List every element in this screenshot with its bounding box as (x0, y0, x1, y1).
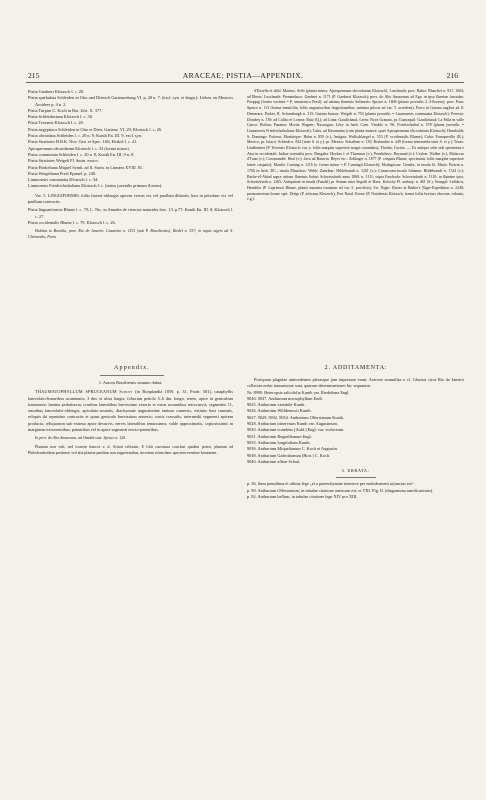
errata-list (247, 481, 464, 500)
errata-entry: p. 90. Anthurium Olfersianum, in tabulae citatione omissum est: et VIII. Fig. II. (diagramma ramificationis). (247, 487, 434, 493)
right-column-localities (247, 89, 464, 203)
variety-synonym-entry: Pistia linguaeformis Blume l. c. 79; L. Nic. in Annales de ciencias naturales fasc. 13. p.77; Kunth En. III. 8; Klotzsch l. c. 27. (28, 207, 233, 219)
species-habitat: In prov. do Alto Amazonas, ad Omabá sius: Spruce n. 120. (35, 436, 127, 441)
addenda-entry: 9038. Anthurium Galeottianum (Hort.) C. Koch. (247, 452, 331, 458)
page-number-right: 216 (446, 71, 458, 80)
synonym-entry: Pistia Stratiotes H.B.K. Nov. Gen. et Spec. I.66; Horkel l. c. 41. (28, 139, 138, 145)
synonym-entry: Pistia spathulata Schleiden in Otto und Dietrich Gartenzeitung VI. p. 20 n. 7. (excl. syn. et diagn.); Liebm. en Mexicos Aroideer p. 4 n. 2. (28, 95, 233, 107)
species-text: (in Bonplandia 1859. p. 31, Prodr. 581), cataphyllis lanceolato-linearibus acuminatis, 3 dm. et ultra longis; foliorum petiolo 5–6 dm. longo, terete, apice in geniculum transeunte; lamina pedatisecta, cruribus lateralibus brevissime exserto et extus acuantibus retrocurvis, segmentis 11, omnibus lanceolatis-oblongis, apiculato-acutatis, diachymate angustissime tantum connexis, extimis basi cuneatis, reliquis ibi repentino contractis et quasi geniculo brevissimo annexis; costis crassulis, intermedii segmenti apicem producta, reliquorum sub extimo apice decurvis, nervis lateralibus tenuissimis, valde approximatis, copiosissimis in marginem excurrentibus, patentibus vel in apice segmenti erecto-patentibus. (28, 389, 233, 433)
synonym-entry: Pistia aegyptiaca Schleiden in Otto et Dietr. Gartenz. VI. 29; Klotzsch l. c. 26. (28, 126, 163, 132)
appendix-subtitle: 1. Aracea Brasiliensis omnino dubia: (98, 380, 163, 385)
header-rule (26, 82, 464, 83)
species-note: Plantam non vidi, sed iconem huncce a cl. Schott relictam. E folii curvatura conclusi quidem potest, plantam ad Philodendroidem pertinere, sed alia plantae partibus non suppetentibus, incertum etiam hanc speciem evenisse bonitatem. (28, 445, 233, 455)
synonym-entry: Pistia Horkeliana Miquel Symb. ad fl. Surin. in Linnaea XVIII. 81. (28, 164, 144, 170)
left-column-synonyms (28, 89, 233, 241)
addenda-list (247, 390, 464, 466)
addenda-entry: 9031. Anthurium Regnellianum Engl. (247, 433, 312, 439)
synonym-entry: Pistia Texensis Klotzsch l. c. 28. (28, 120, 84, 126)
habitat-note: Habitat in Brasilia, prov. Rio de Janeiro: Casaretto n. 1151 (sub P. Brasiliensis), Riedel n. 537; in aquis nigris ad S. Christovão, Porto (28, 229, 233, 239)
synonym-entry: Limnonesis Friedrichsthaliana Klotzsch l. c. (status juvenilis primum florens). (28, 183, 163, 189)
synonym-entry: Pistia Schleideniana Klotzsch l. c. 30. (28, 114, 93, 120)
synonym-entry: Pistia obcordata Schleiden l. c. 20 n. 9; Kunth En. III. 9, excl. syn. (28, 133, 142, 139)
addenda-entry: 9026. Anthurium Willdenowii Kunth. (247, 408, 312, 414)
synonym-entry: Limnonesis commutata Klotzsch l. c. 34. (28, 177, 99, 183)
addenda-entry: 9046. 9037. Anthurium microphyllum Endl. (247, 395, 323, 401)
addenda-entry: 9040. Anthurium affine Schott. (247, 458, 301, 464)
addenda-section (247, 377, 464, 500)
species-description (28, 389, 233, 433)
addenda-entry: 9035. Anthurium longifolium Kunth. (247, 439, 311, 445)
addenda-entry: 9028. Anthurium trinervium Kunth var. Augustinum. (247, 421, 338, 427)
addenda-entry: Nr. 8999. Heteropsis salicifolia Kunth var. Riedeliana Engl. (247, 389, 350, 395)
errata-rule (336, 477, 376, 478)
synonym-entry: Pistia commutata Schleiden l. c. 20 n. 8; Kunth En. III. 9 n. 8. (28, 151, 135, 157)
synonym-entry: Pistia Turpini C. Koch in Bot. Zeit. X. 377. (28, 107, 103, 113)
appendix-section (28, 380, 233, 456)
appendix-title-rule (100, 375, 164, 376)
appendix-title: Appendix. (114, 365, 150, 371)
running-title: ARACEAE: PISTIA—APPENDIX. (182, 71, 304, 80)
species-author: Schott (119, 389, 133, 395)
addenda-entry: 9027. 9029. 9032. 9054. Anthurium Olfersianum Kunth. (247, 414, 345, 420)
variety-synonym-entry: Pistia occidentalis Blume l. c. 79. Klotzsch l. c. 26. (28, 219, 116, 225)
addenda-intro: Postquam plagulae antecedentes plerasque jam impressae erant, Araceae nonnullae a cl. Glaziou circa Rio de Janeiro collectae nobis transmissae sunt, quarum determinationes hic sequuntur. (247, 377, 464, 389)
page-number-left: 215 (28, 71, 40, 80)
synonym-entry: Pistia Stratiotes Weigelt Pl. Surin. exsicc. (28, 158, 100, 164)
synonym-entry: Pistia Gardneri Klotzsch l. c. 28. (28, 89, 85, 94)
addenda-entry: 9025. Anthurium variabile Kunth. (247, 402, 306, 408)
errata-title: 3. ERRATA: (341, 468, 370, 474)
localities-text: d'Estrella et alibi: Martius, Sello (planta minor, Apiospermum obcordatum Klotzsch), Luschnath; prov. Bahia: Blanchet n. 931. 1004; ad Ilheus: Luschnath; Pernambuco: Gardner n. 1171 (P. Gardneri Klotzsch); prov. do Alto Amazonas ad Ega, in ipso flumine frustulas: Poeppig (forma vacinea = P. amazonica Presl); ad antiam fluminis Solimoës: Spruce n. 1606 (planta juvenilis 2–3-florens); prov. Para: Spruce n. 113 (forma tenuifolia, foliis angustioribus linguiformibus, minima pilosis ad var. 5. accedens). Porro in Guiana anglica ad fl. Demerara: Parker, R. Schomburgk n. 315; Guiana batava: Weigelt n. 753 (planta juvenilis = Limnonesis commutata Klotzsch); Peruvia: Dombey n. 139; ad Callao et Lomos: Ruiz (Q.); ad Lima: Gaudichaud, Lerm; Nova Granata, pr. Guayaquil: Gaudichaud; La Paila in valle Cauca: Holton; Panama: Moritz Wagner; Nicaragua: Lévy in herb. Caes. Vindob. n. 90; Friedrichsthal n. 578 (planta juvenilis = Limnonesis Friedrichsthaliana Klotzsch); Cuba, ad Havannam (cum planta minore, quae Apiospermum obcordatum Klotzsch); Humboldt; S. Domingo: Poiteau; Martinique: Hahn n. 850 (v.); Antigua: Wullschlaegel n. 553 (P. occidentalis Blume); Cuba: Franqueville (B.); Mexico, pr. Ixtacó: Schiede n. 842 (inter S. et y.); pr. Mexico: Schaffner n. 139, Berlandier n. 449 (forma intermedia inter S. et y.); Texas: Lindheimer (P. Texensis Klotzsch; var. y. foliis margine superiore magis rotundatis); Florida: Curtiss. — Ex antiquo orbe vidi specimina e Asia in occidentali: Indiae orientalis prov. Bengalia: Hooker f. et Thomson (v.); Pondichery: Reynaud (v.); Ceylon: Walker (v.); Malaccas d'Tuan (v.); Coromandel: Heat (v.); Java ad Batavia. Beyer etc.: Zollinger n. 1877 (P. crispata Blume, speciminis foliis margine superiore latere crispatis); Manila: Cuming n. 1116 (v. forma minor = P. Cumingii Klotzsch); Madagascar: Goudot; in insula St. Marie: Boivin n. 1700 in herb. DC.; insula Mauritius: Webb; Zanzibar: Hildebrandt n. 1261 (v.); Cameroons-insula Johanna: Hildebrandt n. 1744 (v.); Bache-el-Abiad supra ostium fluminis Sobat: Schweinfurth anno 1869. n. 1111; supra Faschoda: Schweinfurth n. 1110; in flumine ipso: Schweinfurth n. 1265; Antiquitate in insula (Fazokl) pr. Sennar inter Segolli et Haru: Kotschy Pl. aethiop. n. 461 (S.); Senegal: Leibkow, Heudelot (P. Leprieurii Blume, planta maxima tranatum ad var. 5. proclivis); Sw. Niger: Barter in Baikie's Niger-Expedition n. 2248; promontorium bonae spei: Drège (P. africana Klotzsch); Port Natal: Krone (P. Natalensis Klotzsch, forma foliis brevius obovata, robusta, e.g.). (247, 89, 464, 202)
errata-entry: p. 36. lineа penultima et ultima lege „et a parenchymate interiore per endodermem sejunctus est“. (247, 481, 415, 487)
variety-description: Var. 5. LINGUIFORMIS, foliis lineari-oblongis apicem versus vix vel paullum dilatatis, basi in petiolum vix vel paullum contractis. (28, 192, 233, 205)
synonym-list (28, 89, 233, 190)
synonym-entry: Apiospermum obcordatum Klotzsch l. c. 33 (forma minor). (28, 145, 130, 151)
addenda-entry: 9030. Anthurium scandens (Aubl.) Engl. var. violaceum. (247, 427, 345, 433)
addenda-entry: 9036. Anthurium Miquelianum C. Koch et Augustin. (247, 446, 338, 452)
synonym-entry: Pistia Weigeltiana Presl Epimel. p. 240. (28, 170, 97, 176)
species-name: THAUMATOPHYLLUM SPRUCEANUM (35, 389, 117, 395)
addenda-title: 2. ADDITAMENTA: (324, 365, 388, 371)
errata-entry: p. 92. Anthurium bellum, in tabulae citatione lege XIV pro XIII. (247, 494, 358, 500)
variety-synonym-list (28, 207, 233, 226)
